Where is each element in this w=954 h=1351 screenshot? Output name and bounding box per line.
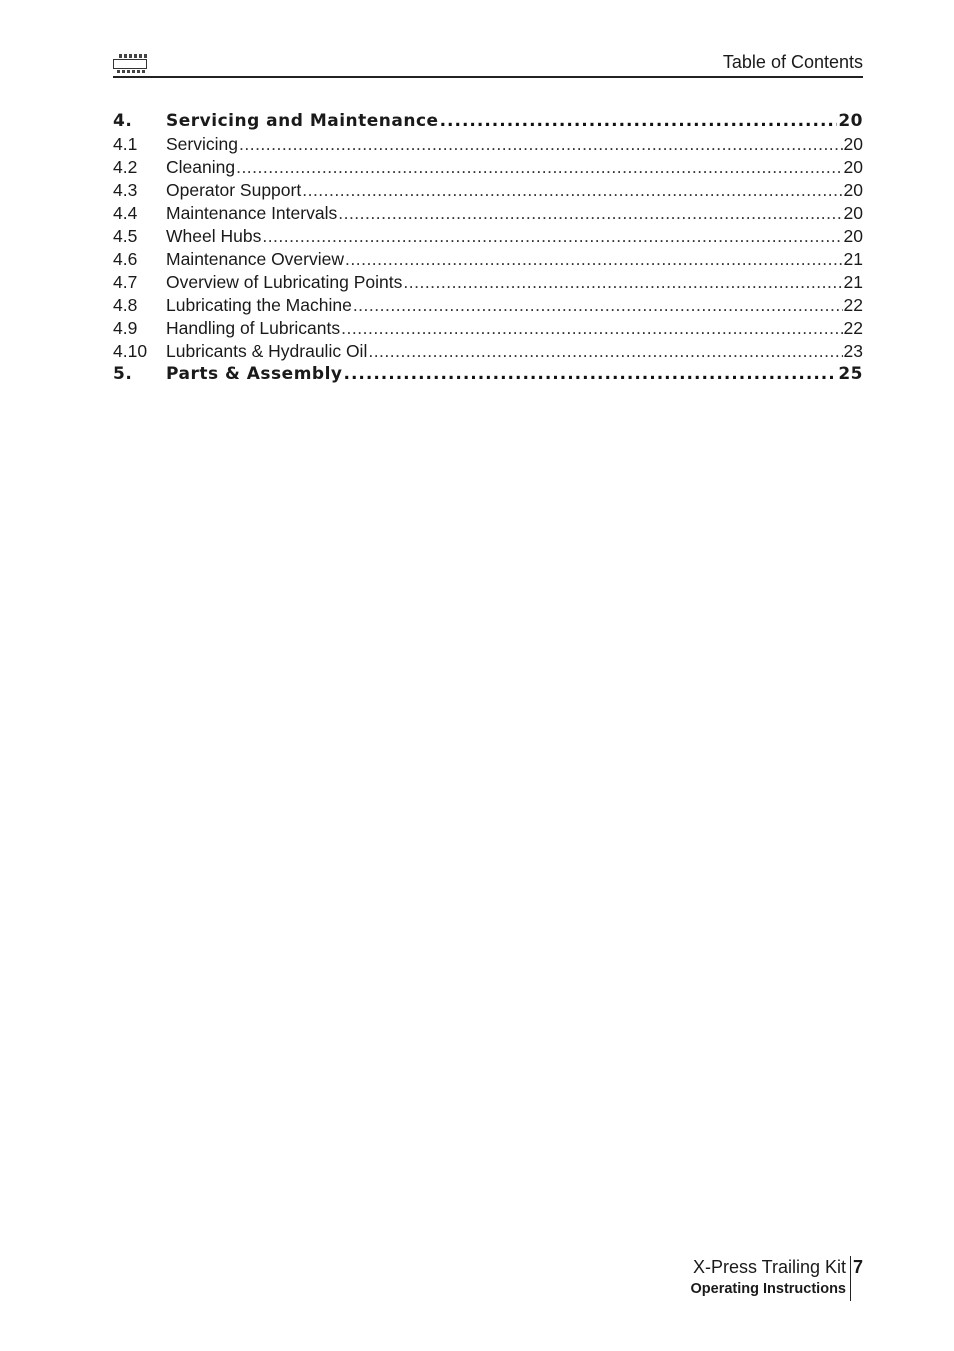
toc-dot-leader [403, 271, 842, 294]
toc-entry-title: Servicing and Maintenance [166, 111, 439, 131]
toc-entry-page: 20 [843, 226, 863, 246]
toc-entry-number: 4. [113, 111, 133, 131]
toc-section-entry[interactable] [113, 225, 863, 248]
page-footer [563, 1256, 863, 1302]
toc-entry-page: 21 [843, 249, 863, 269]
toc-entry-number: 4.2 [113, 157, 138, 177]
toc-entry-title: Wheel Hubs [166, 226, 262, 246]
toc-dot-leader [368, 340, 842, 363]
toc-entry-page: 20 [838, 111, 863, 131]
toc-dot-leader [440, 110, 838, 133]
toc-entry-title: Lubricants & Hydraulic Oil [166, 341, 368, 361]
toc-chapter-entry[interactable] [113, 363, 863, 386]
toc-dot-leader [239, 133, 843, 156]
toc-section-entry[interactable] [113, 340, 863, 363]
toc-section-entry[interactable] [113, 156, 863, 179]
section-title: Table of Contents [722, 52, 863, 72]
toc-entry-number: 4.3 [113, 180, 138, 200]
logo-stripes-top [119, 54, 147, 58]
page-number: 7 [852, 1257, 863, 1277]
toc-entry-title: Overview of Lubricating Points [166, 272, 403, 292]
toc-entry-number: 4.5 [113, 226, 138, 246]
toc-entry-page: 20 [843, 203, 863, 223]
toc-dot-leader [338, 202, 842, 225]
toc-entry-title: Servicing [166, 134, 238, 154]
toc-dot-leader [262, 225, 842, 248]
simba-logo [113, 54, 147, 74]
toc-entry-title: Lubricating the Machine [166, 295, 352, 315]
toc-entry-number: 4.8 [113, 295, 138, 315]
footer-product-title: X-Press Trailing Kit [692, 1257, 846, 1277]
toc-entry-title: Handling of Lubricants [166, 318, 341, 338]
toc-entry-title: Parts & Assembly [166, 364, 343, 384]
toc-section-entry[interactable] [113, 179, 863, 202]
toc-entry-title: Operator Support [166, 180, 302, 200]
toc-entry-page: 20 [843, 134, 863, 154]
toc-entry-number: 5. [113, 364, 133, 384]
toc-entry-page: 22 [843, 295, 863, 315]
toc-section-entry[interactable] [113, 202, 863, 225]
toc-dot-leader [236, 156, 842, 179]
footer-doc-type: Operating Instructions [690, 1281, 846, 1297]
logo-wordmark [113, 59, 147, 69]
toc-chapter-entry[interactable] [113, 110, 863, 133]
toc-entry-page: 20 [843, 180, 863, 200]
toc-entry-page: 25 [838, 364, 863, 384]
toc-entry-page: 22 [843, 318, 863, 338]
table-of-contents [113, 110, 863, 386]
footer-document-info [691, 1256, 852, 1301]
toc-section-entry[interactable] [113, 294, 863, 317]
toc-section-entry[interactable] [113, 271, 863, 294]
logo-stripes-bottom [117, 70, 145, 73]
toc-entry-number: 4.4 [113, 203, 138, 223]
toc-entry-number: 4.10 [113, 341, 148, 361]
toc-dot-leader [353, 294, 843, 317]
toc-entry-number: 4.9 [113, 318, 138, 338]
toc-dot-leader [302, 179, 842, 202]
page-header [113, 50, 863, 78]
toc-entry-title: Maintenance Intervals [166, 203, 338, 223]
toc-section-entry[interactable] [113, 317, 863, 340]
toc-dot-leader [343, 363, 837, 386]
toc-section-entry[interactable] [113, 248, 863, 271]
toc-entry-page: 23 [843, 341, 863, 361]
toc-entry-number: 4.1 [113, 134, 138, 154]
toc-entry-title: Maintenance Overview [166, 249, 344, 269]
toc-entry-number: 4.6 [113, 249, 138, 269]
toc-entry-number: 4.7 [113, 272, 138, 292]
toc-entry-page: 20 [843, 157, 863, 177]
toc-dot-leader [341, 317, 842, 340]
toc-entry-title: Cleaning [166, 157, 236, 177]
toc-entry-page: 21 [843, 272, 863, 292]
toc-dot-leader [345, 248, 843, 271]
toc-section-entry[interactable] [113, 133, 863, 156]
